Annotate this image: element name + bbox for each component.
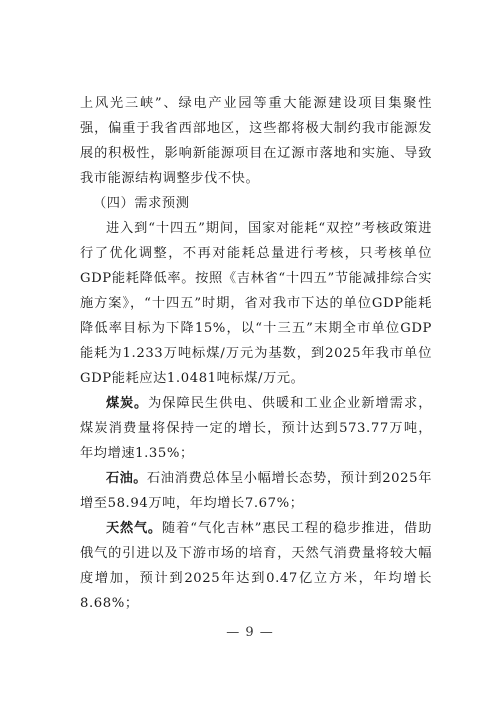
item-oil-term: 石油。 xyxy=(106,471,147,486)
item-oil-text: 石油消费总体呈小幅增长态势，预计到2025年增至58.94万吨，年均增长7.67%； xyxy=(80,471,432,511)
item-coal-text: 为保障民生供电、供暖和工业企业新增需求，煤炭消费量将保持一定的增长，预计达到573.77万吨，年均增速1.35%； xyxy=(80,396,433,461)
item-oil xyxy=(80,466,432,516)
item-coal xyxy=(80,391,432,466)
page-body xyxy=(80,91,432,616)
page-number: — 9 — xyxy=(226,625,274,640)
paragraph-intro-continuation: 上风光三峡”、绿电产业园等重大能源建设项目集聚性强，偏重于我省西部地区，这些都将极大制约我市能源发展的积极性，影响新能源项目在辽源市落地和实施、导致我市能源结构调整步伐不快。 xyxy=(80,96,432,186)
item-gas-text: 随着“气化吉林”惠民工程的稳步推进，借助俄气的引进以及下游市场的培育，天然气消费量将较大幅度增加，预计到2025年达到0.47亿立方米，年均增长8.68%； xyxy=(80,521,433,611)
paragraph-demand-forecast: 进入到“十四五”期间，国家对能耗“双控”考核政策进行了优化调整，不再对能耗总量进行考核，只考核单位GDP能耗降低率。按照《吉林省“十四五”节能减排综合实施方案》，“十四五”时期，省对我市下达的单位GDP能耗降低率目标为下降15%，以“十三五”末期全市单位GDP能耗为1.233万吨标煤/万元为基数，到2025年我市单位GDP能耗应达1.0481吨标煤/万元。 xyxy=(80,221,432,386)
item-gas-term: 天然气。 xyxy=(106,521,162,536)
item-gas xyxy=(80,516,432,616)
item-coal-term: 煤炭。 xyxy=(106,396,149,411)
section-heading-demand-forecast: （四）需求预测 xyxy=(93,196,190,211)
